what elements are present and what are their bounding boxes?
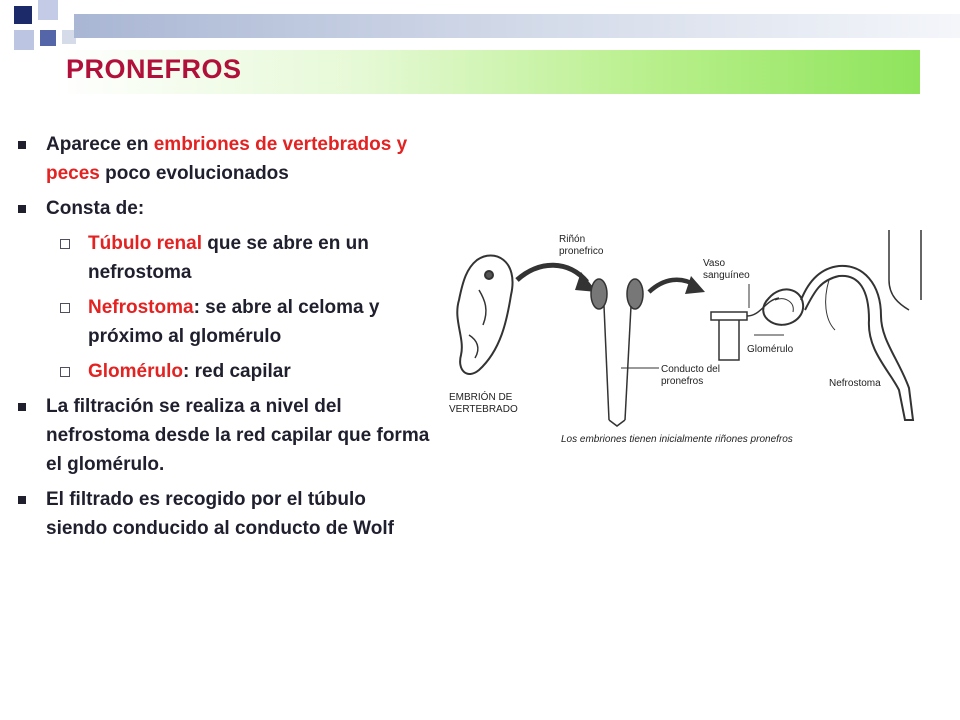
square-bullet-icon (18, 141, 26, 149)
bullet-list (18, 130, 430, 549)
highlight-text: embriones de vertebrados y peces (46, 134, 408, 184)
arrow-icon (517, 265, 597, 292)
label-nefrostoma: Nefrostoma (829, 378, 881, 389)
hollow-square-bullet-icon (60, 239, 70, 249)
deco-square-blue (40, 30, 56, 46)
label-vaso-2: sanguíneo (703, 270, 750, 281)
square-bullet-icon (18, 496, 26, 504)
embryo-drawing (457, 255, 512, 374)
deco-square-navy (14, 6, 32, 24)
label-embryo-2: VERTEBRADO (449, 404, 518, 415)
highlight-text: Nefrostoma (88, 297, 194, 318)
bullet-text: que se abre en un nefrostoma (88, 233, 369, 283)
label-conducto-1: Conducto del (661, 364, 720, 375)
pronephros-diagram (449, 220, 933, 448)
bullet-text: El filtrado es recogido por el túbulo siendo conducido al conducto de Wolf (46, 489, 394, 539)
bullet-text: poco evolucionados (99, 163, 289, 184)
bullet-item (18, 194, 430, 223)
bullet-item (18, 392, 430, 479)
figure-caption: Los embriones tienen inicialmente riñones pronefros (561, 434, 793, 445)
label-rinon-1: Riñón (559, 234, 586, 245)
bullet-item (18, 485, 430, 543)
square-bullet-icon (18, 205, 26, 213)
deco-square-lightblue (14, 30, 34, 50)
arrow-icon (649, 276, 705, 294)
square-bullet-icon (18, 403, 26, 411)
pronephric-kidney-drawing (591, 279, 659, 426)
nephron-detail-drawing (711, 230, 921, 420)
bullet-text: : se abre al celoma y próximo al glomérulo (88, 297, 380, 347)
header-gradient-bar (74, 14, 960, 38)
bullet-text: Aparece en (46, 134, 154, 155)
highlight-text: Túbulo renal (88, 233, 202, 254)
deco-square-lavender (38, 0, 58, 20)
slide-title: PRONEFROS (66, 54, 242, 84)
label-conducto-2: pronefros (661, 376, 704, 387)
bullet-text: : red capilar (183, 361, 291, 382)
label-embryo-1: EMBRIÓN DE (449, 392, 513, 403)
label-vaso-1: Vaso (703, 258, 726, 269)
bullet-text: La filtración se realiza a nivel del nefrostoma desde la red capilar que forma el glomérulo. (46, 396, 430, 475)
hollow-square-bullet-icon (60, 303, 70, 313)
sub-bullet-item (18, 293, 430, 351)
bullet-item (18, 130, 430, 188)
pronephros-illustration (449, 220, 933, 448)
label-rinon-2: pronefrico (559, 246, 604, 257)
sub-bullet-item (18, 357, 430, 386)
label-glomerulo: Glomérulo (747, 344, 794, 355)
hollow-square-bullet-icon (60, 367, 70, 377)
highlight-text: Glomérulo (88, 361, 184, 382)
sub-bullet-item (18, 229, 430, 287)
bullet-text: Consta de: (46, 198, 145, 219)
